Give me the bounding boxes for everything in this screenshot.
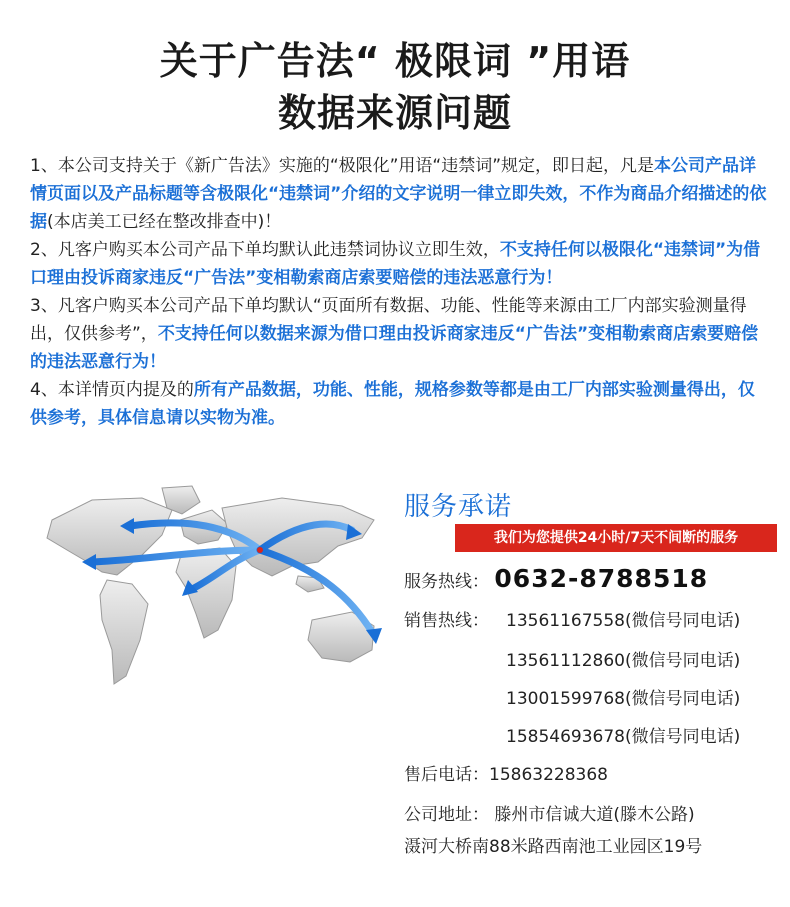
- address-line-2: 滠河大桥南88米路西南池工业园区19号: [404, 837, 703, 857]
- aftersale-number[interactable]: 15863228368: [489, 765, 608, 785]
- world-map-icon: [22, 480, 402, 710]
- notice-paragraph-4: [30, 376, 770, 432]
- notice-4-text: 4、本详情页内提及的: [30, 380, 194, 400]
- notice-2-highlight: 不支持任何以极限化“违禁词”为借口理由投诉商家违反“广告法”变相勒索商店索要赔偿的违法恶意行为！: [30, 240, 761, 288]
- sales-phone[interactable]: 15854693678(微信号同电话): [506, 727, 741, 747]
- notice-paragraph-1: [30, 152, 770, 236]
- hotline-number[interactable]: 0632-8788518: [494, 564, 709, 593]
- notice-paragraph-2: [30, 236, 770, 292]
- notice-paragraph-3: [30, 292, 770, 376]
- address-line-1: 滕州市信诚大道(滕木公路): [494, 805, 695, 825]
- aftersale-row: [404, 760, 608, 785]
- address-row: [404, 800, 695, 825]
- page-subtitle: 数据来源问题: [277, 91, 512, 135]
- service-title: 服务承诺: [404, 492, 513, 522]
- address-label: 公司地址：: [404, 805, 489, 825]
- notice-3-text: 3、凡客户购买本公司产品下单均默认“页面所有数据、功能、性能等来源由工厂内部实验测量得出，仅供参考”，: [30, 296, 747, 344]
- notice-4-highlight: 所有产品数据，功能、性能，规格参数等都是由工厂内部实验测量得出，仅供参考，具体信息请以实物为准。: [30, 380, 755, 428]
- sales-phone[interactable]: 13561112860(微信号同电话): [506, 651, 741, 671]
- service-banner: 我们为您提供24小时/7天不间断的服务: [455, 524, 777, 552]
- notice-1-highlight: 本公司产品详情页面以及产品标题等含极限化“违禁词”介绍的文字说明一律立即失效，不作为商品介绍描述的依据: [30, 156, 767, 232]
- aftersale-label: 售后电话：: [404, 765, 489, 785]
- notice-1-tail: (本店美工已经在整改排查中)！: [47, 212, 282, 232]
- sales-label: 销售热线：: [404, 611, 489, 631]
- notice-2-text: 2、凡客户购买本公司产品下单均默认此违禁词协议立即生效，: [30, 240, 500, 260]
- notice-1-text: 1、本公司支持关于《新广告法》实施的“极限化”用语“违禁词”规定，即日起，凡是: [30, 156, 655, 176]
- page-title: 关于广告法“ 极限词 ”用语: [159, 39, 631, 83]
- sales-phone[interactable]: 13001599768(微信号同电话): [506, 689, 741, 709]
- notice-3-highlight: 不支持任何以数据来源为借口理由投诉商家违反“广告法”变相勒索商店索要赔偿的违法恶意行为！: [30, 324, 759, 372]
- hotline-row: [404, 564, 708, 593]
- notice-block: [30, 152, 770, 432]
- hotline-label: 服务热线：: [404, 572, 489, 592]
- sales-phone[interactable]: 13561167558(微信号同电话): [506, 611, 741, 631]
